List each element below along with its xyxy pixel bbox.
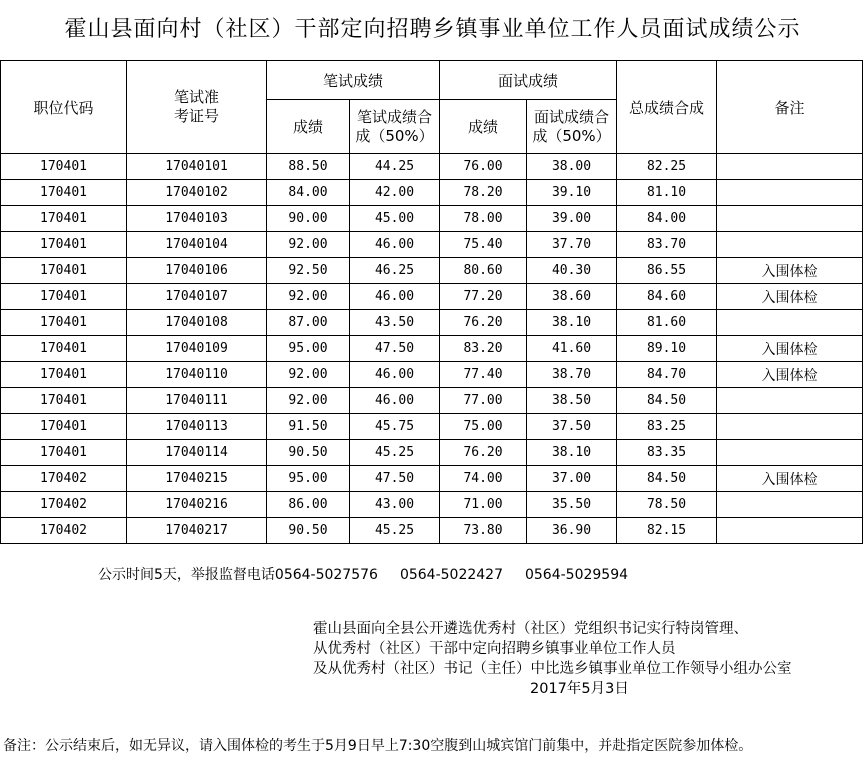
cell-note — [717, 232, 863, 258]
cell-exam-number: 17040108 — [127, 310, 267, 336]
cell-position-code: 170401 — [1, 206, 127, 232]
cell-position-code: 170401 — [1, 180, 127, 206]
cell-interview-score: 76.00 — [440, 154, 527, 180]
score-table — [0, 60, 863, 544]
cell-note: 入围体检 — [717, 284, 863, 310]
office-line-1: 霍山县面向全县公开遴选优秀村（社区）党组织书记实行特岗管理、 — [313, 621, 748, 637]
cell-position-code: 170401 — [1, 310, 127, 336]
cell-exam-number: 17040106 — [127, 258, 267, 284]
cell-exam-number: 17040109 — [127, 336, 267, 362]
cell-written-weighted: 46.25 — [350, 258, 440, 284]
cell-note — [717, 206, 863, 232]
cell-written-score: 95.00 — [267, 466, 350, 492]
cell-total: 86.55 — [617, 258, 717, 284]
cell-written-weighted: 45.25 — [350, 518, 440, 544]
cell-interview-weighted: 37.00 — [527, 466, 617, 492]
cell-interview-score: 76.20 — [440, 440, 527, 466]
cell-written-weighted: 43.00 — [350, 492, 440, 518]
remark: 备注：公示结束后，如无异议，请入围体检的考生于5月9日早上7:30空腹到山城宾馆门前集中，并赴指定医院参加体检。 — [3, 738, 753, 754]
cell-total: 82.25 — [617, 154, 717, 180]
cell-written-score: 88.50 — [267, 154, 350, 180]
notice-line — [98, 564, 650, 584]
cell-interview-score: 77.00 — [440, 388, 527, 414]
header-written-weighted: 笔试成绩合成（50%） — [350, 100, 440, 154]
cell-written-score: 92.00 — [267, 284, 350, 310]
cell-written-weighted: 47.50 — [350, 466, 440, 492]
cell-exam-number: 17040113 — [127, 414, 267, 440]
cell-written-score: 90.50 — [267, 518, 350, 544]
cell-interview-weighted: 40.30 — [527, 258, 617, 284]
cell-interview-score: 77.20 — [440, 284, 527, 310]
cell-position-code: 170401 — [1, 232, 127, 258]
table-row — [1, 206, 863, 232]
cell-total: 83.35 — [617, 440, 717, 466]
cell-interview-score: 75.00 — [440, 414, 527, 440]
cell-interview-score: 83.20 — [440, 336, 527, 362]
cell-interview-weighted: 38.10 — [527, 310, 617, 336]
cell-total: 84.70 — [617, 362, 717, 388]
cell-interview-weighted: 41.60 — [527, 336, 617, 362]
cell-written-score: 87.00 — [267, 310, 350, 336]
cell-position-code: 170401 — [1, 388, 127, 414]
cell-written-weighted: 46.00 — [350, 388, 440, 414]
cell-written-weighted: 46.00 — [350, 232, 440, 258]
cell-total: 83.70 — [617, 232, 717, 258]
table-row — [1, 258, 863, 284]
table-row — [1, 232, 863, 258]
table-row — [1, 180, 863, 206]
header-interview-weighted: 面试成绩合成（50%） — [527, 100, 617, 154]
cell-total: 83.25 — [617, 414, 717, 440]
header-note: 备注 — [717, 61, 863, 154]
table-row — [1, 362, 863, 388]
cell-exam-number: 17040103 — [127, 206, 267, 232]
cell-note — [717, 518, 863, 544]
cell-exam-number: 17040101 — [127, 154, 267, 180]
cell-interview-score: 76.20 — [440, 310, 527, 336]
cell-interview-score: 74.00 — [440, 466, 527, 492]
cell-written-weighted: 42.00 — [350, 180, 440, 206]
office-line-3: 及从优秀村（社区）书记（主任）中比选乡镇事业单位工作领导小组办公室 — [313, 661, 792, 677]
cell-total: 84.60 — [617, 284, 717, 310]
cell-interview-weighted: 35.50 — [527, 492, 617, 518]
cell-interview-weighted: 38.00 — [527, 154, 617, 180]
table-row — [1, 388, 863, 414]
cell-written-weighted: 44.25 — [350, 154, 440, 180]
cell-position-code: 170402 — [1, 466, 127, 492]
table-row — [1, 518, 863, 544]
issuing-office — [313, 619, 792, 699]
cell-interview-score: 75.40 — [440, 232, 527, 258]
cell-note — [717, 310, 863, 336]
cell-position-code: 170401 — [1, 414, 127, 440]
cell-written-score: 92.00 — [267, 232, 350, 258]
cell-written-weighted: 46.00 — [350, 284, 440, 310]
office-date: 2017年5月3日 — [530, 681, 629, 697]
table-row — [1, 466, 863, 492]
cell-interview-weighted: 38.50 — [527, 388, 617, 414]
cell-note — [717, 388, 863, 414]
cell-written-weighted: 45.00 — [350, 206, 440, 232]
cell-interview-score: 77.40 — [440, 362, 527, 388]
table-row — [1, 440, 863, 466]
cell-note — [717, 180, 863, 206]
cell-written-weighted: 45.25 — [350, 440, 440, 466]
cell-written-score: 90.50 — [267, 440, 350, 466]
cell-interview-weighted: 39.00 — [527, 206, 617, 232]
notice-phone-2: 0564-5022427 — [399, 567, 503, 583]
cell-interview-weighted: 37.50 — [527, 414, 617, 440]
cell-position-code: 170401 — [1, 440, 127, 466]
cell-total: 84.50 — [617, 466, 717, 492]
cell-position-code: 170402 — [1, 518, 127, 544]
cell-exam-number: 17040110 — [127, 362, 267, 388]
cell-written-weighted: 47.50 — [350, 336, 440, 362]
cell-interview-weighted: 38.60 — [527, 284, 617, 310]
cell-position-code: 170401 — [1, 284, 127, 310]
notice-text: 公示时间5天，举报监督电话0564-5027576 — [98, 567, 378, 583]
cell-written-weighted: 45.75 — [350, 414, 440, 440]
cell-exam-number: 17040102 — [127, 180, 267, 206]
table-row — [1, 492, 863, 518]
cell-written-score: 91.50 — [267, 414, 350, 440]
header-position-code: 职位代码 — [1, 61, 127, 154]
cell-note: 入围体检 — [717, 336, 863, 362]
cell-interview-score: 80.60 — [440, 258, 527, 284]
header-written-score: 成绩 — [267, 100, 350, 154]
office-line-2: 从优秀村（社区）干部中定向招聘乡镇事业单位工作人员 — [313, 641, 676, 657]
cell-note — [717, 154, 863, 180]
cell-written-score: 92.00 — [267, 362, 350, 388]
table-row — [1, 284, 863, 310]
cell-position-code: 170401 — [1, 362, 127, 388]
cell-written-score: 90.00 — [267, 206, 350, 232]
page-title: 霍山县面向村（社区）干部定向招聘乡镇事业单位工作人员面试成绩公示 — [64, 17, 801, 42]
table-row — [1, 154, 863, 180]
cell-written-weighted: 43.50 — [350, 310, 440, 336]
table-row — [1, 310, 863, 336]
cell-total: 84.50 — [617, 388, 717, 414]
cell-position-code: 170401 — [1, 258, 127, 284]
header-interview-score: 成绩 — [440, 100, 527, 154]
cell-written-score: 92.50 — [267, 258, 350, 284]
cell-interview-weighted: 39.10 — [527, 180, 617, 206]
cell-interview-weighted: 38.10 — [527, 440, 617, 466]
cell-exam-number: 17040216 — [127, 492, 267, 518]
cell-note — [717, 440, 863, 466]
cell-interview-weighted: 36.90 — [527, 518, 617, 544]
cell-position-code: 170402 — [1, 492, 127, 518]
score-table-body — [1, 154, 863, 544]
cell-interview-score: 78.20 — [440, 180, 527, 206]
cell-exam-number: 17040111 — [127, 388, 267, 414]
cell-written-score: 95.00 — [267, 336, 350, 362]
cell-position-code: 170401 — [1, 154, 127, 180]
cell-total: 81.60 — [617, 310, 717, 336]
cell-exam-number: 17040217 — [127, 518, 267, 544]
cell-total: 84.00 — [617, 206, 717, 232]
table-row — [1, 336, 863, 362]
cell-interview-weighted: 37.70 — [527, 232, 617, 258]
header-exam-number: 笔试准考证号 — [127, 61, 267, 154]
cell-exam-number: 17040215 — [127, 466, 267, 492]
cell-total: 81.10 — [617, 180, 717, 206]
cell-note: 入围体检 — [717, 362, 863, 388]
cell-note: 入围体检 — [717, 258, 863, 284]
cell-note: 入围体检 — [717, 466, 863, 492]
cell-written-score: 84.00 — [267, 180, 350, 206]
cell-note — [717, 414, 863, 440]
cell-note — [717, 492, 863, 518]
header-total: 总成绩合成 — [617, 61, 717, 154]
cell-interview-score: 78.00 — [440, 206, 527, 232]
cell-interview-score: 73.80 — [440, 518, 527, 544]
table-row — [1, 414, 863, 440]
cell-total: 89.10 — [617, 336, 717, 362]
cell-interview-score: 71.00 — [440, 492, 527, 518]
cell-written-score: 92.00 — [267, 388, 350, 414]
cell-interview-weighted: 38.70 — [527, 362, 617, 388]
header-written-group: 笔试成绩 — [267, 61, 440, 100]
cell-total: 82.15 — [617, 518, 717, 544]
notice-phone-3: 0564-5029594 — [524, 567, 629, 583]
cell-exam-number: 17040107 — [127, 284, 267, 310]
cell-total: 78.50 — [617, 492, 717, 518]
cell-written-weighted: 46.00 — [350, 362, 440, 388]
cell-position-code: 170401 — [1, 336, 127, 362]
cell-exam-number: 17040104 — [127, 232, 267, 258]
cell-exam-number: 17040114 — [127, 440, 267, 466]
cell-written-score: 86.00 — [267, 492, 350, 518]
header-interview-group: 面试成绩 — [440, 61, 617, 100]
